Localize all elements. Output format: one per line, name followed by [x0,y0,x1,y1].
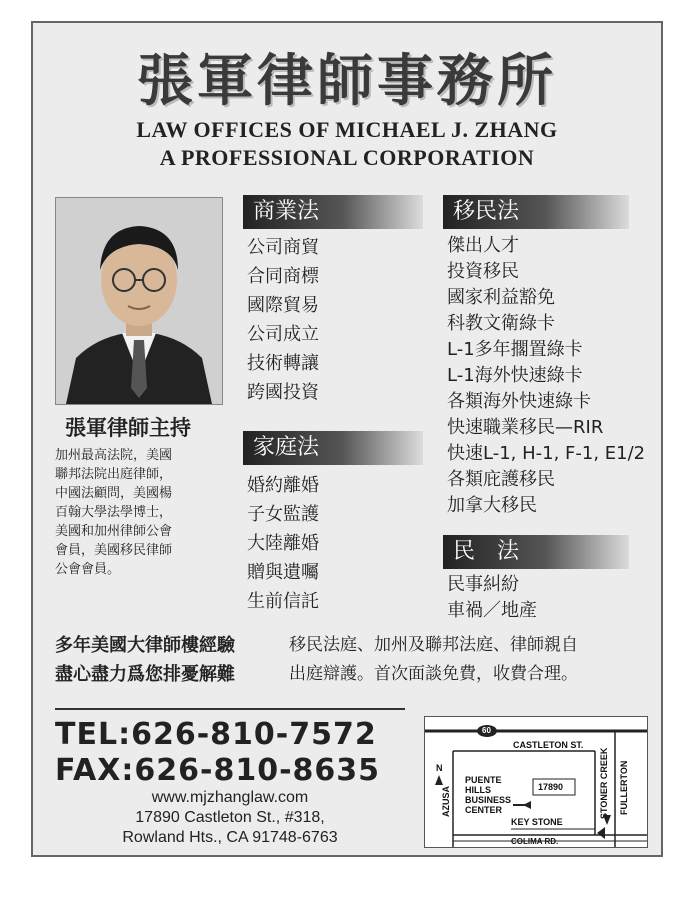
list-item: 各類庇護移民 [447,469,555,490]
civil-law-heading: 民 法 [443,535,629,569]
list-item: L-1多年擱置綠卡 [447,339,583,360]
freeway-shield: 60 [482,726,491,735]
host-bio [55,446,227,579]
list-item: 科教文衛綠卡 [447,313,555,334]
bio-line: 中國法顧問，美國楊 [55,486,173,501]
azusa-street: AZUSA [441,786,451,817]
bio-line: 聯邦法院出庭律師， [55,467,173,482]
website: www.mjzhanglaw.com [151,789,309,806]
list-item: 快速職業移民—RIR [447,417,604,438]
north-arrow-label: N [436,763,443,773]
castleton-street: CASTLETON ST. [513,740,584,750]
stoner-creek-street: STONER CREEK [599,747,609,819]
list-item: 公司成立 [247,324,319,345]
phone-number: TEL:626-810-7572 [55,717,377,752]
list-item: 跨國投資 [247,382,319,403]
business-law-heading: 商業法 [243,195,423,229]
bio-line: 百翰大學法學博士， [55,505,173,520]
business-center-label [465,775,511,815]
divider [55,708,405,710]
location-map [424,716,648,848]
bio-line: 公會會員。 [55,562,121,577]
civil-law-list [447,572,537,624]
list-item: 加拿大移民 [447,495,537,516]
list-item: 車禍／地產 [447,600,537,621]
slogan [55,631,235,689]
bio-line: 美國和加州律師公會 [55,524,173,539]
list-item: L-1海外快速綠卡 [447,365,583,386]
street-address: 17890 Castleton St., #318, [135,809,325,826]
list-item: 生前信託 [247,591,319,612]
list-item: 民事糾紛 [447,574,519,595]
map-line: BUSINESS [465,795,512,805]
firm-subtitle: A PROFESSIONAL CORPORATION [159,145,535,170]
description-line: 移民法庭、加州及聯邦法庭、律師親自 [289,635,578,655]
list-item: 婚約離婚 [247,475,319,496]
host-name: 張軍律師主持 [65,416,191,440]
list-item: 國際貿易 [247,295,319,316]
bio-line: 加州最高法院，美國 [55,448,173,463]
city-address: Rowland Hts., CA 91748-6763 [122,829,338,846]
building-number: 17890 [538,782,564,792]
list-item: 快速L-1, H-1, F-1, E1/2 [447,443,646,464]
immigration-law-list [447,233,645,519]
family-law-list [247,471,319,616]
list-item: 傑出人才 [447,235,519,256]
list-item: 合同商標 [247,266,319,287]
advertisement-frame [31,21,663,857]
slogan-line: 盡心盡力爲您排憂解難 [55,664,235,685]
business-law-list [247,233,319,407]
list-item: 各類海外快速綠卡 [447,391,591,412]
list-item: 公司商貿 [247,237,319,258]
fax-number: FAX:626-810-8635 [55,753,381,788]
list-item: 技術轉讓 [247,353,319,374]
attorney-photo [55,197,223,405]
map-line: CENTER [465,805,503,815]
family-law-heading: 家庭法 [243,431,423,465]
firm-title-chinese: 張軍律師事務所 [137,48,557,114]
service-description [289,631,578,689]
keystone-street: KEY STONE [511,817,563,827]
list-item: 大陸離婚 [247,533,319,554]
slogan-line: 多年美國大律師樓經驗 [55,635,235,656]
list-item: 子女監護 [247,504,319,525]
list-item: 贈與遺囑 [247,562,319,583]
list-item: 國家利益豁免 [447,287,555,308]
fullerton-street: FULLERTON [619,760,629,815]
firm-title-english: LAW OFFICES OF MICHAEL J. ZHANG [136,117,558,142]
map-line: PUENTE [465,775,502,785]
immigration-law-heading: 移民法 [443,195,629,229]
colima-road: COLIMA RD. [511,837,559,846]
map-line: HILLS [465,785,491,795]
description-line: 出庭辯護。首次面談免費，收費合理。 [289,664,578,684]
bio-line: 會員，美國移民律師 [55,543,173,558]
list-item: 投資移民 [447,261,519,282]
